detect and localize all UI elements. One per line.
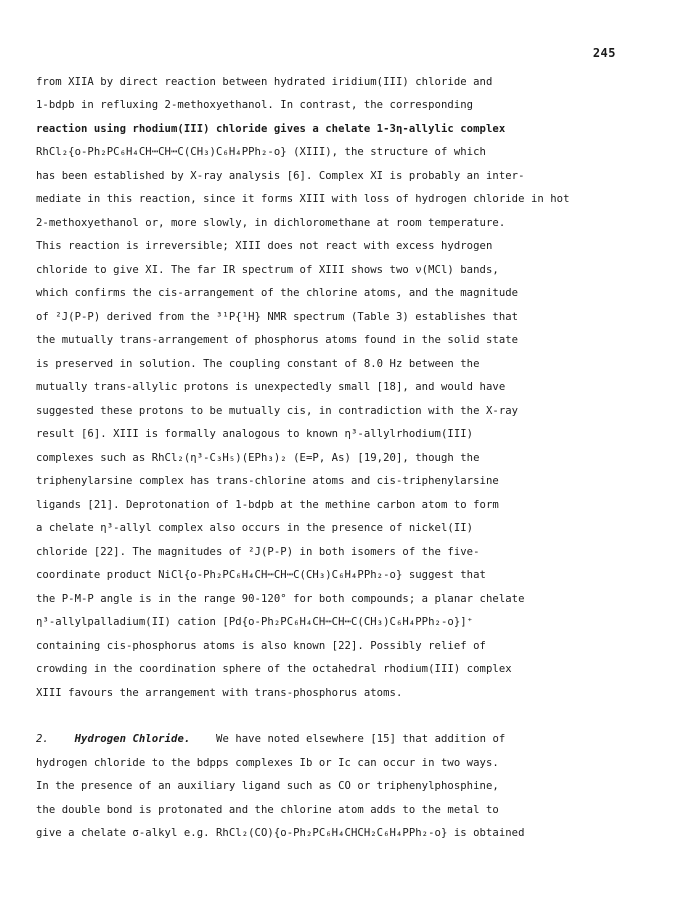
text-line: result [6]. XIII is formally analogous to known η³-allylrhodium(III) bbox=[36, 428, 474, 440]
text-line: from XIIA by direct reaction between hydrated iridium(III) chloride and bbox=[36, 76, 493, 88]
text-line: η³-allylpalladium(II) cation [Pd{o-Ph₂PC₆H₄CH┉CH┉C(CH₃)C₆H₄PPh₂-o}]⁺ bbox=[36, 616, 474, 628]
text-line: a chelate η³-allyl complex also occurs in the presence of nickel(II) bbox=[36, 522, 474, 534]
text-line: complexes such as RhCl₂(η³-C₃H₅)(EPh₃)₂ (E=P, As) [19,20], though the bbox=[36, 452, 480, 464]
text-line: has been established by X-ray analysis [6]. Complex XI is probably an inter- bbox=[36, 170, 525, 182]
section-number: 2. bbox=[36, 733, 49, 745]
page-number: 245 bbox=[592, 46, 616, 60]
text-line: 2-methoxyethanol or, more slowly, in dichloromethane at room temperature. bbox=[36, 217, 506, 229]
text-line: hydrogen chloride to the bdpps complexes Ib or Ic can occur in two ways. bbox=[36, 757, 499, 769]
section-heading-line bbox=[36, 733, 505, 745]
text-line: triphenylarsine complex has trans-chlorine atoms and cis-triphenylarsine bbox=[36, 475, 499, 487]
text-line: is preserved in solution. The coupling constant of 8.0 Hz between the bbox=[36, 358, 480, 370]
text-line: the double bond is protonated and the chlorine atom adds to the metal to bbox=[36, 804, 499, 816]
text-line: ligands [21]. Deprotonation of 1-bdpb at the methine carbon atom to form bbox=[36, 499, 499, 511]
text-line: 1-bdpb in refluxing 2-methoxyethanol. In contrast, the corresponding bbox=[36, 99, 474, 111]
text-line: XIII favours the arrangement with trans-phosphorus atoms. bbox=[36, 687, 403, 699]
text-line: of ²J(P-P) derived from the ³¹P{¹H} NMR spectrum (Table 3) establishes that bbox=[36, 311, 519, 323]
section-text: We have noted elsewhere [15] that addition of bbox=[216, 733, 506, 745]
text-line: the mutually trans-arrangement of phosphorus atoms found in the solid state bbox=[36, 334, 519, 346]
text-line: suggested these protons to be mutually cis, in contradiction with the X-ray bbox=[36, 405, 519, 417]
text-line: which confirms the cis-arrangement of the chlorine atoms, and the magnitude bbox=[36, 287, 519, 299]
text-line: mediate in this reaction, since it forms XIII with loss of hydrogen chloride in hot bbox=[36, 193, 570, 205]
text-line: This reaction is irreversible; XIII does not react with excess hydrogen bbox=[36, 240, 493, 252]
text-line: In the presence of an auxiliary ligand such as CO or triphenylphosphine, bbox=[36, 780, 499, 792]
text-line: chloride [22]. The magnitudes of ²J(P-P) in both isomers of the five- bbox=[36, 546, 480, 558]
text-line: containing cis-phosphorus atoms is also known [22]. Possibly relief of bbox=[36, 640, 486, 652]
text-line: reaction using rhodium(III) chloride gives a chelate 1-3η-allylic complex bbox=[36, 123, 506, 135]
text-line: coordinate product NiCl{o-Ph₂PC₆H₄CH┉CH┉C(CH₃)C₆H₄PPh₂-o} suggest that bbox=[36, 569, 486, 581]
text-line: crowding in the coordination sphere of the octahedral rhodium(III) complex bbox=[36, 663, 512, 675]
section-title: Hydrogen Chloride. bbox=[74, 733, 191, 745]
text-line: RhCl₂{o-Ph₂PC₆H₄CH┉CH┉C(CH₃)C₆H₄PPh₂-o} (XIII), the structure of which bbox=[36, 146, 486, 158]
text-line: mutually trans-allylic protons is unexpectedly small [18], and would have bbox=[36, 381, 506, 393]
text-line: the P-M-P angle is in the range 90-120° for both compounds; a planar chelate bbox=[36, 593, 525, 605]
text-line: chloride to give XI. The far IR spectrum of XIII shows two ν(MCl) bands, bbox=[36, 264, 499, 276]
text-line: give a chelate σ-alkyl e.g. RhCl₂(CO){o-Ph₂PC₆H₄CHCH₂C₆H₄PPh₂-o} is obtained bbox=[36, 827, 525, 839]
